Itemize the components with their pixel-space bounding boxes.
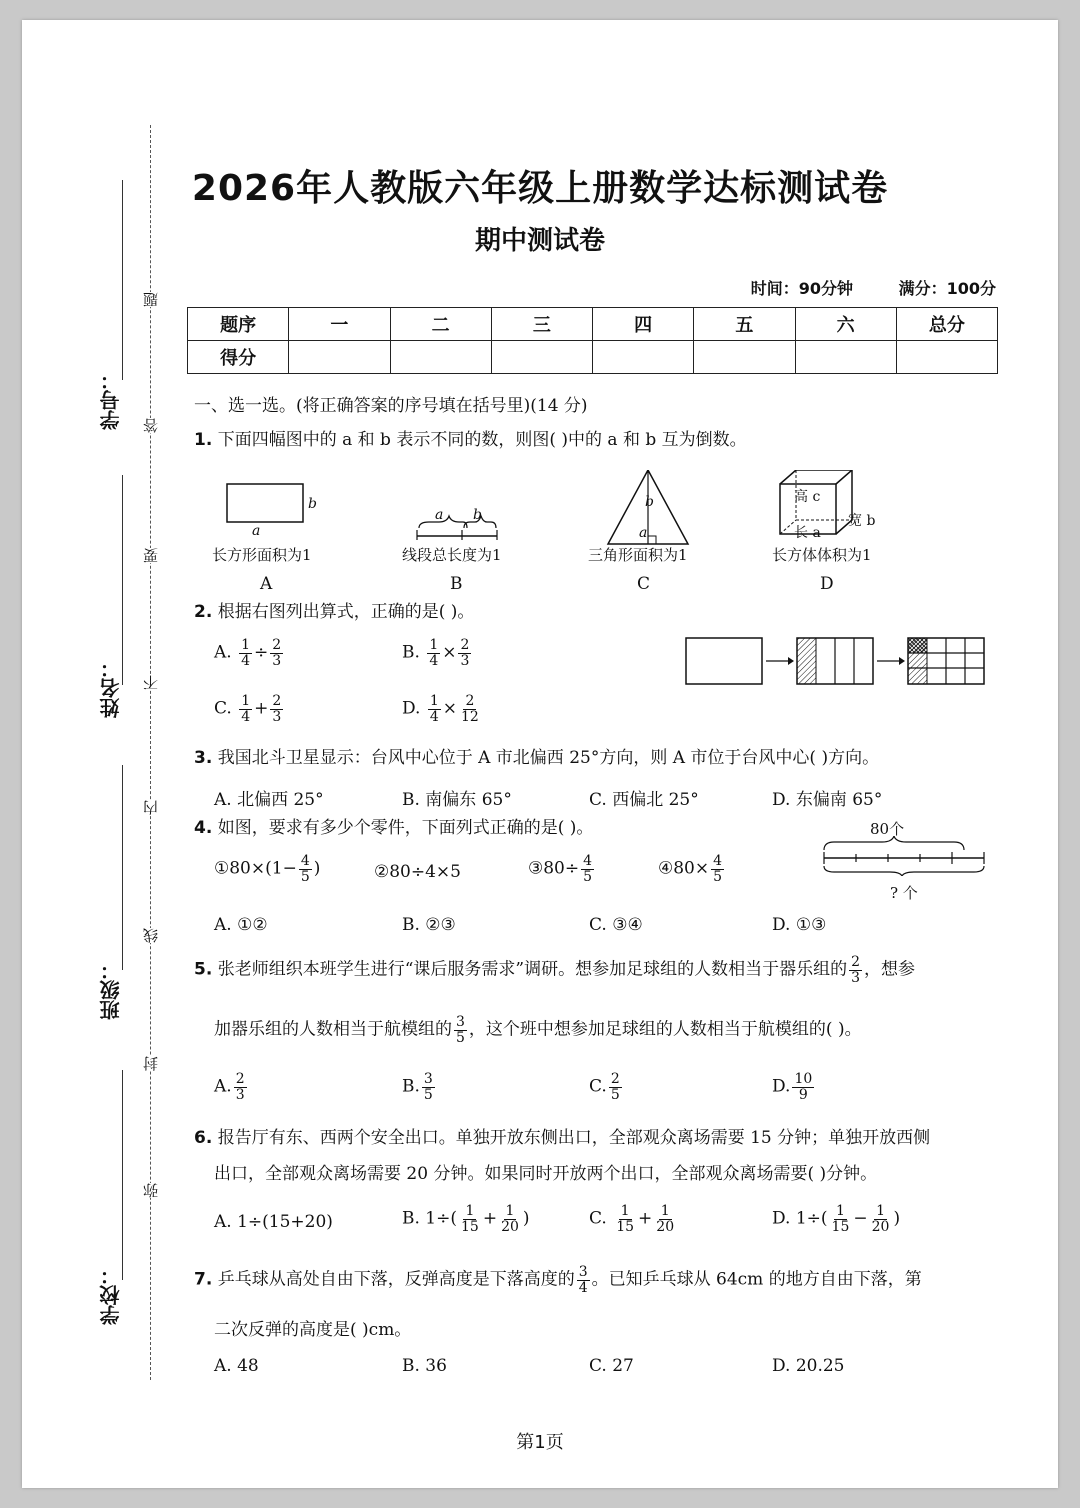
question-text: 如图，要求有多少个零件，下面列式正确的是( )。 (217, 818, 594, 838)
table-cell: 得分 (188, 341, 289, 374)
option-label: D. (402, 698, 421, 719)
table-cell: 四 (593, 308, 694, 341)
seal-char: 内 (142, 800, 160, 815)
question-number: 4. (194, 818, 213, 838)
label-b: b (308, 496, 317, 512)
label-a: a (252, 523, 261, 539)
question-6 (194, 1130, 930, 1147)
question-text: 下面四幅图中的 a 和 b 表示不同的数，则图( )中的 a 和 b 互为倒数。 (217, 430, 747, 450)
score-cell[interactable] (694, 341, 795, 374)
seal-char: 封 (142, 1056, 160, 1071)
q4-option-c[interactable]: C. ③④ (589, 915, 643, 935)
q4-expression-2: ②80÷4×5 (374, 862, 461, 882)
question-number: 7. (194, 1269, 213, 1290)
question-7: 7. 乒乓球从高处自由下落，反弹高度是下落高度的 $\frac{3}{4}$ 。已知乒乓球从 64cm 的地方自由下落，第 (194, 1264, 922, 1296)
question-2 (194, 604, 474, 621)
question-4 (194, 820, 593, 837)
class-label: 班级： (99, 960, 123, 1020)
figure-caption: 线段总长度为1 (402, 546, 502, 564)
question-3 (194, 750, 879, 767)
q2-option-d[interactable]: D. $\frac{1}{4}$ × $\frac{2}{12}$ (402, 693, 479, 725)
school-label: 学校： (99, 1265, 123, 1325)
score-cell[interactable] (795, 341, 896, 374)
q5-option-c[interactable]: C. $\frac{2}{5}$ (589, 1071, 620, 1103)
question-5: 5. 张老师组织本班学生进行“课后服务需求”调研。想参加足球组的人数相当于器乐组的 $\frac{2}{3}$ ，想参 (194, 954, 916, 986)
label-height: 高 c (794, 489, 821, 505)
table-cell: 三 (491, 308, 592, 341)
q3-option-a[interactable]: A. 北偏西 25° (214, 790, 324, 810)
q4-expression-1: ①80×(1− $\frac{4}{5}$ ) (214, 853, 321, 885)
seal-char: 线 (142, 928, 160, 943)
q4-figure (818, 836, 990, 876)
label-width: 宽 b (848, 513, 876, 529)
q6-option-a[interactable]: A. 1÷(15+20) (214, 1212, 333, 1232)
question-number: 5. (194, 959, 213, 980)
question-6-line2: 出口，全部观众离场需要 20 分钟。如果同时开放两个出口，全部观众离场需要( )分钟。 (214, 1164, 878, 1184)
seal-char: 题 (142, 292, 160, 307)
label-a: a (435, 507, 444, 523)
class-underline (122, 765, 123, 970)
option-letter[interactable]: A (260, 574, 273, 594)
q2-option-c[interactable]: C. $\frac{1}{4}$ + $\frac{2}{3}$ (214, 693, 282, 725)
table-cell: 六 (795, 308, 896, 341)
name-label: 姓名： (99, 658, 123, 718)
q4-option-a[interactable]: A. ①② (214, 915, 268, 935)
option-label: A. (214, 642, 232, 663)
time-limit: 时间：90分钟 (750, 279, 854, 298)
q7-option-d[interactable]: D. 20.25 (772, 1356, 845, 1376)
student-no-label: 学号： (99, 370, 123, 430)
q3-option-c[interactable]: C. 西偏北 25° (589, 790, 699, 810)
option-letter[interactable]: B (450, 574, 463, 594)
question-number: 3. (194, 748, 213, 768)
seal-char: 要 (142, 548, 160, 563)
seal-char: 答 (142, 418, 160, 433)
label-b: b (645, 494, 654, 510)
score-cell[interactable] (390, 341, 491, 374)
option-letter[interactable]: C (637, 574, 651, 594)
exam-title: 2026年人教版六年级上册数学达标测试卷 (191, 168, 889, 209)
label-a: a (639, 525, 648, 541)
rectangle-shape (227, 484, 303, 522)
score-table (187, 307, 998, 374)
score-table-header-row (188, 308, 998, 341)
q4-option-d[interactable]: D. ①③ (772, 915, 827, 935)
page-number: 第1页 (516, 1432, 564, 1453)
question-text: 张老师组织本班学生进行“课后服务需求”调研。想参加足球组的人数相当于器乐组的 (217, 959, 848, 980)
figure-caption: 长方体体积为1 (772, 546, 872, 564)
question-1 (194, 432, 747, 449)
table-cell: 一 (289, 308, 390, 341)
figure-caption: 长方形面积为1 (212, 546, 312, 564)
full-score: 满分：100分 (898, 279, 996, 298)
q4-option-b[interactable]: B. ②③ (402, 915, 456, 935)
score-table-score-row (188, 341, 998, 374)
q3-option-d[interactable]: D. 东偏南 65° (772, 790, 883, 810)
q7-option-b[interactable]: B. 36 (402, 1356, 447, 1376)
q5-option-b[interactable]: B. $\frac{3}{5}$ (402, 1071, 433, 1103)
option-letter[interactable]: D (820, 574, 834, 594)
score-cell[interactable] (491, 341, 592, 374)
seal-char: 不 (142, 675, 160, 690)
q7-option-a[interactable]: A. 48 (214, 1356, 259, 1376)
name-underline (122, 475, 123, 685)
score-cell[interactable] (896, 341, 997, 374)
question-number: 2. (194, 602, 213, 622)
question-text: 报告厅有东、西两个安全出口。单独开放东侧出口，全部观众离场需要 15 分钟；单独开放西侧 (217, 1128, 931, 1148)
q6-option-c[interactable]: C. $\frac{1}{15}$ + $\frac{1}{20}$ (589, 1203, 675, 1235)
q7-option-c[interactable]: C. 27 (589, 1356, 634, 1376)
label-b: b (473, 507, 482, 523)
table-cell: 二 (390, 308, 491, 341)
q1-figures (202, 470, 1002, 550)
q2-option-a[interactable]: A. $\frac{1}{4}$ ÷ $\frac{2}{3}$ (214, 637, 282, 669)
option-label: B. (402, 642, 420, 663)
label-length: 长 a (794, 525, 821, 541)
school-underline (122, 1070, 123, 1280)
figure-caption: 三角形面积为1 (588, 546, 688, 564)
q6-option-b[interactable]: B. 1÷( $\frac{1}{15}$ + $\frac{1}{20}$ ) (402, 1203, 530, 1235)
q4-figure-top-label: 80个 (870, 820, 905, 838)
exam-page (22, 20, 1058, 1488)
score-cell[interactable] (289, 341, 390, 374)
q4-figure-bottom-label: ? 个 (890, 884, 918, 902)
section-heading: 一、选一选。(将正确答案的序号填在括号里)(14 分) (194, 396, 588, 416)
option-label: C. (214, 698, 232, 719)
q2-figure (684, 634, 994, 688)
question-text: 我国北斗卫星显示：台风中心位于 A 市北偏西 25°方向，则 A 市位于台风中心( )方向。 (217, 748, 880, 768)
table-cell: 题序 (188, 308, 289, 341)
q3-option-b[interactable]: B. 南偏东 65° (402, 790, 512, 810)
exam-meta (711, 276, 996, 299)
q2-option-b[interactable]: B. $\frac{1}{4}$ × $\frac{2}{3}$ (402, 637, 470, 669)
exam-subtitle: 期中测试卷 (474, 226, 605, 256)
table-cell: 总分 (896, 308, 997, 341)
question-text: 根据右图列出算式，正确的是( )。 (217, 602, 475, 622)
table-cell: 五 (694, 308, 795, 341)
question-7-line2: 二次反弹的高度是( )cm。 (214, 1320, 412, 1340)
question-5-line2: 加器乐组的人数相当于航模组的 $\frac{3}{5}$ ，这个班中想参加足球组的人数相当于航模组的( )。 (214, 1014, 862, 1046)
q5-option-a[interactable]: A. $\frac{2}{3}$ (214, 1071, 245, 1103)
q4-expression-4: ④80× $\frac{4}{5}$ (658, 853, 723, 885)
score-cell[interactable] (593, 341, 694, 374)
question-text: 乒乓球从高处自由下落，反弹高度是下落高度的 (217, 1269, 575, 1290)
q6-option-d[interactable]: D. 1÷( $\frac{1}{15}$ − $\frac{1}{20}$ ) (772, 1203, 901, 1235)
seal-char: 弥 (142, 1183, 160, 1198)
q4-expression-3: ③80÷ $\frac{4}{5}$ (528, 853, 593, 885)
question-number: 1. (194, 430, 213, 450)
question-number: 6. (194, 1128, 213, 1148)
q5-option-d[interactable]: D. $\frac{10}{9}$ (772, 1071, 813, 1103)
